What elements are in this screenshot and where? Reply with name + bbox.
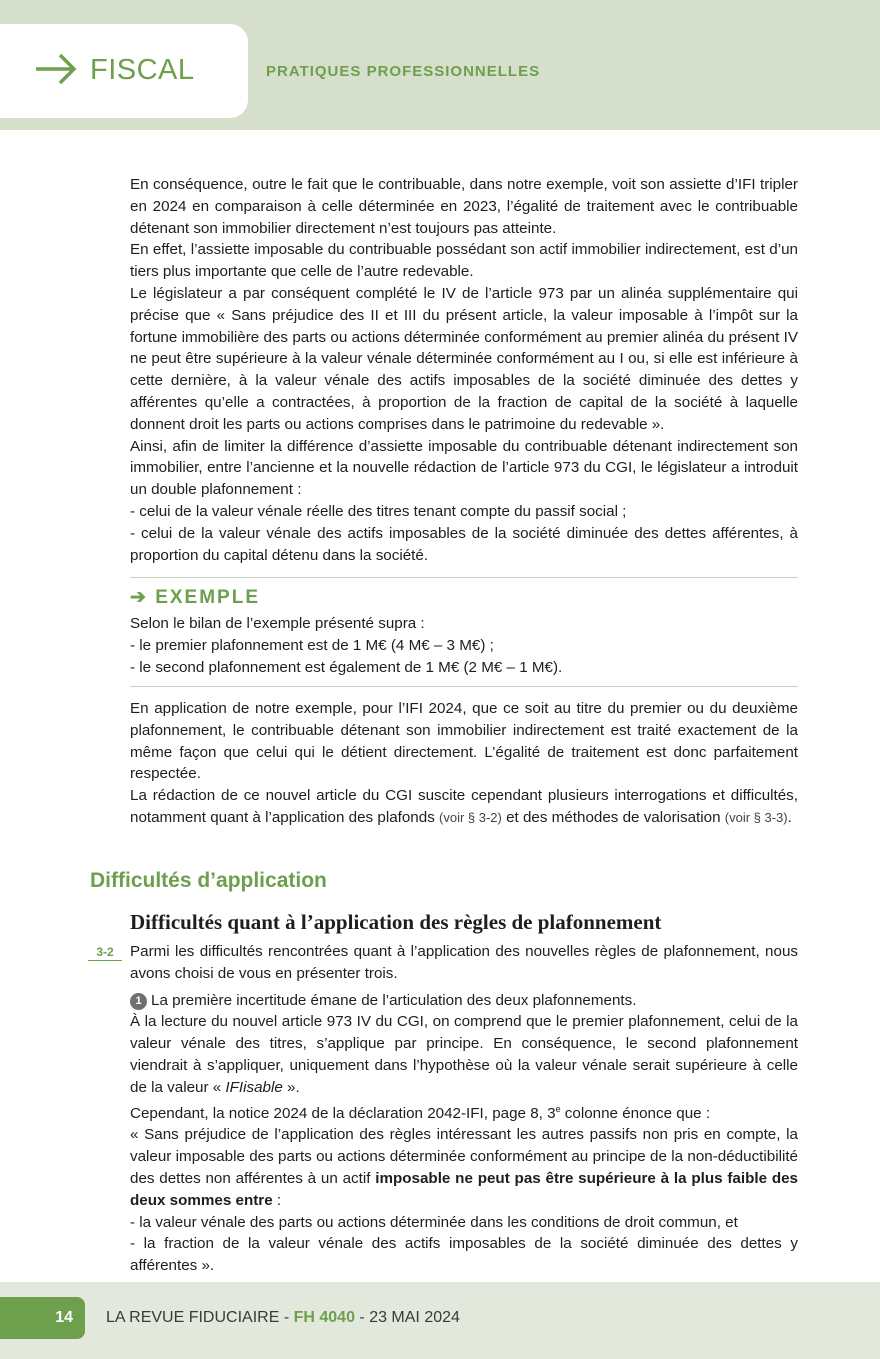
cross-reference: (voir § 3-3)	[724, 809, 788, 825]
paragraph: Parmi les difficultés rencontrées quant à l’application des nouvelles règles de plafonnement, nous avons choisi de vous en présenter trois.	[130, 943, 798, 982]
text-run: ».	[282, 1078, 300, 1096]
example-heading-label: EXEMPLE	[155, 587, 261, 608]
text-run: :	[272, 1191, 282, 1209]
arrow-right-icon	[34, 52, 78, 86]
example-heading	[130, 586, 260, 610]
paragraph: Ainsi, afin de limiter la différence d’assiette imposable du contribuable détenant indirectement son immobilier, entre l’ancienne et la nouvelle rédaction de l’article 973 du CGI, le législateur a introduit un double plafonnement :	[130, 437, 798, 499]
superscript: e	[555, 1103, 561, 1114]
paragraph: En application de notre exemple, pour l’IFI 2024, que ce soit au titre du premier ou du deuxième plafonnement, le contribuable détenant son immobilier indirectement est traité exactement de la même façon que celui qui le détient directement. L’égalité de traitement est donc parfaitement respectée.	[130, 700, 798, 783]
cross-reference: (voir § 3-2)	[439, 809, 502, 825]
paragraph: En effet, l’assiette imposable du contribuable possédant son actif immobilier indirectement, est d’un tiers plus importante que celle de l’autre redevable.	[130, 241, 798, 281]
section-heading: Difficultés d’application	[90, 869, 327, 892]
after-example-text	[130, 698, 798, 829]
paragraph	[130, 990, 798, 1012]
text-run: Cependant, la notice 2024 de la déclaration 2042-IFI, page 8, 3	[130, 1104, 556, 1122]
bold-text: imposable ne peut pas être supérieure à la plus faible des deux sommes entre	[130, 1170, 799, 1209]
section-label: FISCAL	[90, 54, 195, 86]
list-item: - celui de la valeur vénale réelle des titres tenant compte du passif social ;	[130, 502, 627, 520]
example-line: - le second plafonnement est également de 1 M€ (2 M€ – 1 M€).	[130, 658, 563, 676]
page-number: 14	[0, 1297, 85, 1339]
text-run: La première incertitude émane de l’articulation des deux plafonnements.	[151, 991, 637, 1009]
text-run: et des méthodes de valorisation	[501, 808, 725, 826]
subsection-heading: Difficultés quant à l’application des règles de plafonnement	[130, 910, 662, 934]
paragraph: Le législateur a par conséquent complété le IV de l’article 973 par un alinéa supplémentaire qui précise que « Sans préjudice des II et III du présent article, la valeur imposable à l’impôt sur la fortune immobilière des parts ou actions déterminée conformément au premier alinéa du présent IV ne peut être supérieure à la valeur vénale déterminée conformément au I ou, si elle est inférieure à cette dernière, à la valeur vénale des actifs imposables de la société diminuée des dettes y afférentes qu’elle a contractées, à proportion de la fraction de capital de la société à laquelle donnent droit les parts ou actions comprises dans le patrimoine du redevable ».	[130, 284, 798, 433]
divider	[130, 577, 798, 578]
list-item: - la fraction de la valeur vénale des actifs imposables de la société diminuée des dettes y afférentes ».	[130, 1235, 798, 1275]
text-run: La rédaction de ce nouvel article du CGI suscite cependant plusieurs interrogations et difficultés, notamment quant à l’application des plafonds	[130, 787, 798, 826]
paragraph-number: 3-2	[88, 944, 122, 961]
footer-citation	[106, 1307, 460, 1329]
paragraph	[130, 1011, 798, 1098]
list-item: - celui de la valeur vénale des actifs imposables de la société diminuée des dettes afférentes, à proportion du capital détenu dans la société.	[130, 524, 798, 564]
italic-term: IFIisable	[225, 1078, 283, 1096]
journal-name: LA REVUE FIDUCIAIRE -	[106, 1309, 294, 1326]
paragraph	[130, 1124, 798, 1211]
intro-text	[130, 174, 798, 566]
text-run: .	[787, 808, 792, 826]
text-run: À la lecture du nouvel article 973 IV du CGI, on comprend que le premier plafonnement, celui de la valeur vénale des titres, s’applique par principe. En conséquence, le second plafonnement viendrait à s’appliquer, uniquement dans l’hypothèse où la valeur vénale serait supérieure à celle de la valeur «	[130, 1013, 798, 1096]
issue-number: FH 4040	[293, 1309, 355, 1326]
list-item: - la valeur vénale des parts ou actions déterminée dans les conditions de droit commun, et	[130, 1213, 738, 1231]
issue-date: - 23 MAI 2024	[354, 1309, 460, 1326]
arrow-right-icon: ➔	[130, 587, 156, 608]
text-run: « Sans préjudice de l’application des règles intéressant les autres passifs non pris en compte, la valeur imposable des parts ou actions déterminée conformément au principe de la non-déductibilité des dettes non afférentes à un actif	[130, 1126, 798, 1188]
rubric-label: PRATIQUES PROFESSIONNELLES	[266, 63, 541, 80]
paragraph	[130, 1099, 798, 1125]
section2-text	[130, 941, 798, 1277]
divider	[130, 686, 798, 687]
example-line: - le premier plafonnement est de 1 M€ (4 M€ – 3 M€) ;	[130, 636, 494, 654]
example-body	[130, 613, 798, 678]
paragraph	[130, 785, 798, 829]
paragraph: En conséquence, outre le fait que le contribuable, dans notre exemple, voit son assiette d’IFI tripler en 2024 en comparaison à celle déterminée en 2023, l’égalité de traitement avec le contribuable détenant son immobilier directement n’est toujours pas atteinte.	[130, 176, 798, 237]
example-line: Selon le bilan de l’exemple présenté supra :	[130, 615, 425, 632]
point-number-badge: 1	[130, 993, 147, 1010]
text-run: colonne énonce que :	[560, 1104, 711, 1122]
